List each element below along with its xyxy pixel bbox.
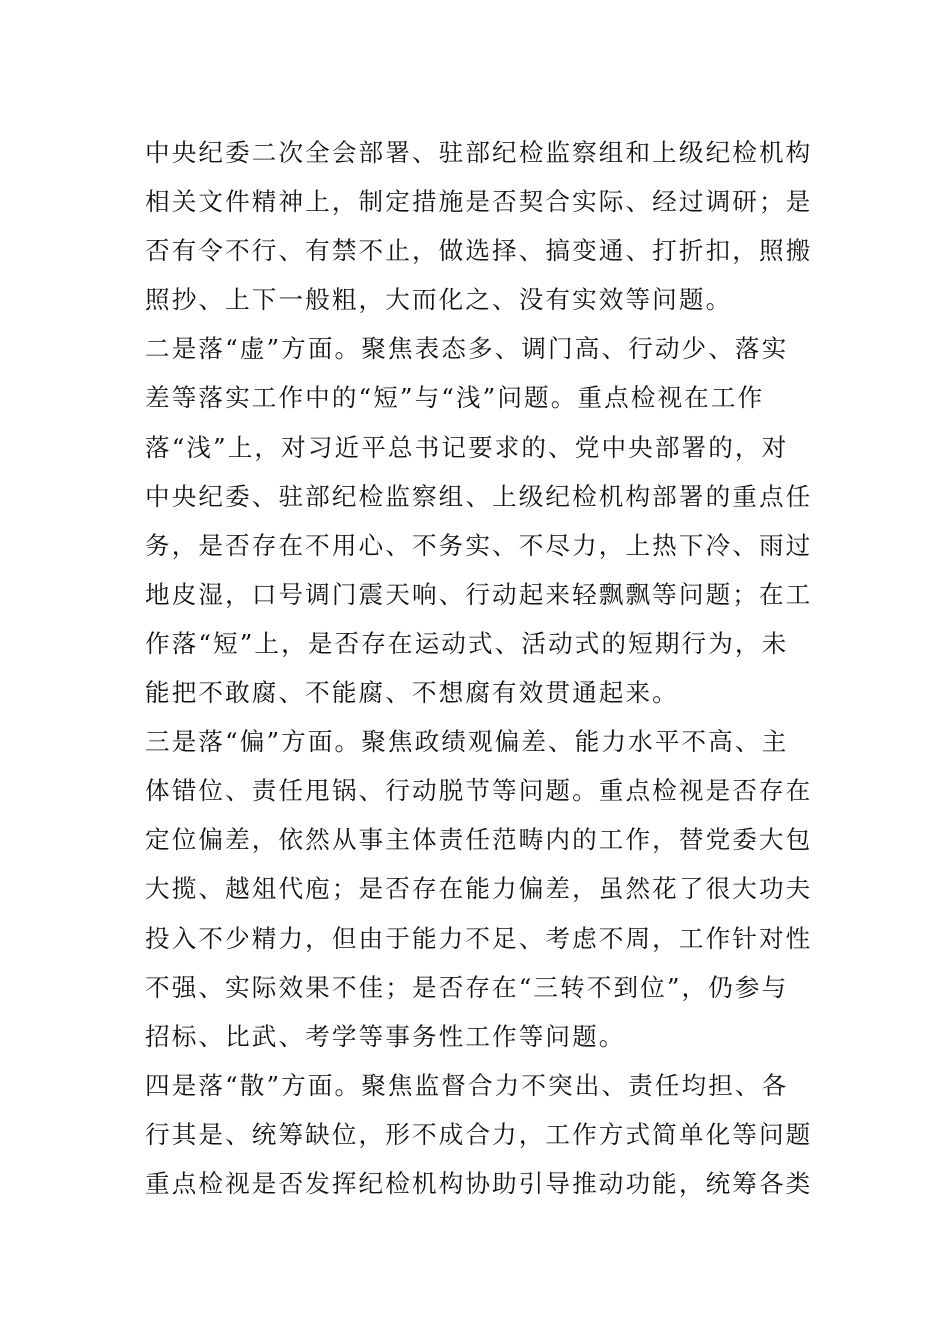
section-heading-line: 四是落“散”方面。聚焦监督合力不突出、责任均担、各 <box>145 1070 789 1100</box>
section-heading-line: 二是落“虚”方面。聚焦表态多、调门高、行动少、落实 <box>145 334 789 364</box>
section-heading-line: 三是落“偏”方面。聚焦政绩观偏差、能力水平不高、主 <box>145 727 789 757</box>
text-line: 否有令不行、有禁不止，做选择、搞变通、打折扣，照搬 <box>145 236 813 266</box>
text-line: 中央纪委二次全会部署、驻部纪检监察组和上级纪检机构 <box>145 138 813 167</box>
text-line: 不强、实际效果不佳；是否存在“三转不到位”，仍参与 <box>145 972 789 1002</box>
text-line: 投入不少精力，但由于能力不足、考虑不周，工作针对性 <box>145 923 813 953</box>
text-line: 重点检视是否发挥纪检机构协助引导推动功能，统筹各类 <box>145 1168 813 1198</box>
body-text <box>145 128 813 1208</box>
text-line: 务，是否存在不用心、不务实、不尽力，上热下冷、雨过 <box>145 530 813 560</box>
text-line: 相关文件精神上，制定措施是否契合实际、经过调研；是 <box>145 187 813 217</box>
text-line: 中央纪委、驻部纪检监察组、上级纪检机构部署的重点任 <box>145 481 813 511</box>
text-line: 定位偏差，依然从事主体责任范畴内的工作，替党委大包 <box>145 825 813 855</box>
text-line: 差等落实工作中的“短”与“浅”问题。重点检视在工作 <box>145 383 765 413</box>
text-line: 落“浅”上，对习近平总书记要求的、党中央部署的，对 <box>145 432 789 462</box>
text-line: 行其是、统筹缺位，形不成合力，工作方式简单化等问题 <box>145 1119 813 1149</box>
text-line: 招标、比武、考学等事务性工作等问题。 <box>145 1021 626 1051</box>
text-line: 地皮湿，口号调门震天响、行动起来轻飘飘等问题；在工 <box>145 579 813 609</box>
text-line: 能把不敢腐、不能腐、不想腐有效贯通起来。 <box>145 678 679 708</box>
text-line: 大揽、越俎代庖；是否存在能力偏差，虽然花了很大功夫 <box>145 874 813 904</box>
text-line: 体错位、责任甩锅、行动脱节等问题。重点检视是否存在 <box>145 776 813 806</box>
text-line: 作落“短”上，是否存在运动式、活动式的短期行为，未 <box>145 628 789 658</box>
text-line: 照抄、上下一般粗，大而化之、没有实效等问题。 <box>145 285 733 315</box>
